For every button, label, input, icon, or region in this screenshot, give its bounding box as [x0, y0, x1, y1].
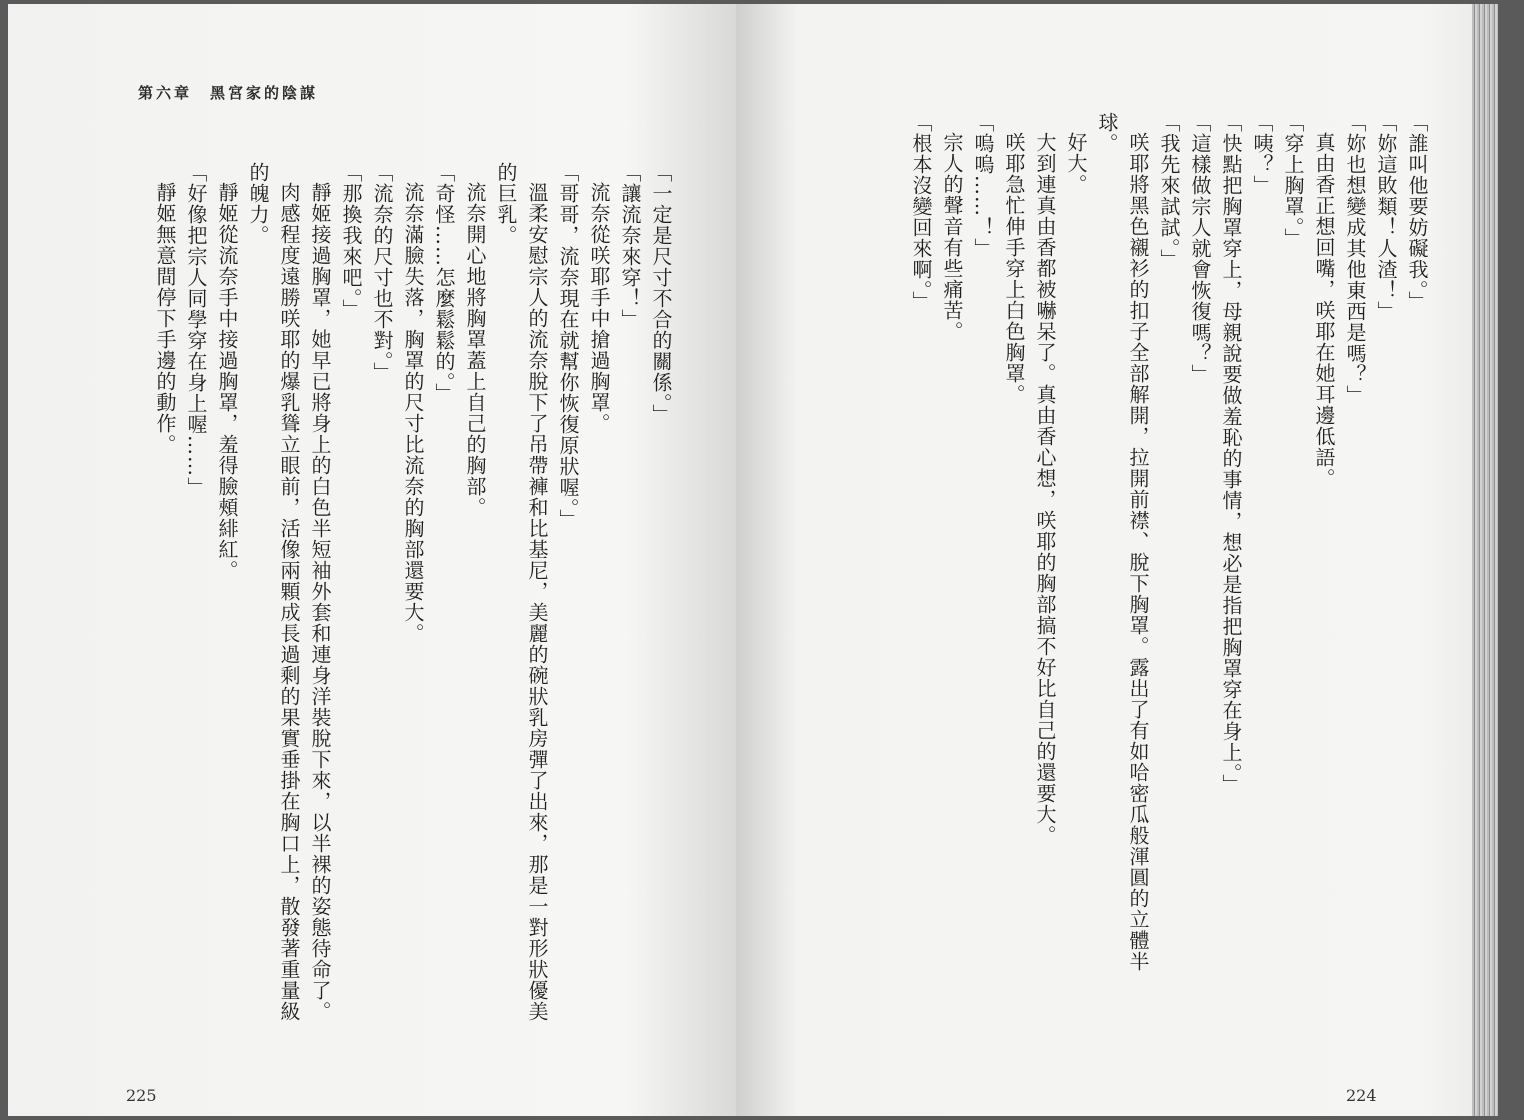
text-line: 的魄力。 [246, 162, 270, 246]
text-line: 「一定是尺寸不合的關係。」 [649, 162, 673, 425]
text-line: 的巨乳。 [494, 162, 518, 246]
text-line: 靜姬無意間停下手邊的動作。 [153, 182, 177, 455]
text-line: 「那換我來吧。」 [339, 162, 363, 320]
text-line: 咲耶將黑色襯衫的扣子全部解開，拉開前襟、脫下胸罩。露出了有如哈密瓜般渾圓的立體半 [1126, 132, 1150, 972]
text-line: 流奈滿臉失落，胸罩的尺寸比流奈的胸部還要大。 [401, 182, 425, 644]
book-spread [8, 4, 1498, 1116]
left-page [8, 4, 736, 1116]
right-page [736, 4, 1498, 1116]
text-line: 宗人的聲音有些痛苦。 [940, 132, 964, 342]
running-head: 第六章 黑宮家的陰謀 [138, 84, 319, 102]
text-line: 「根本沒變回來啊。」 [909, 112, 933, 312]
text-line: 流奈從咲耶手中搶過胸罩。 [587, 182, 611, 434]
text-line: 「好像把宗人同學穿在身上喔……」 [184, 162, 208, 498]
text-line: 咲耶急忙伸手穿上白色胸罩。 [1002, 132, 1026, 405]
text-line: 大到連真由香都被嚇呆了。真由香心想，咲耶的胸部搞不好比自己的還要大。 [1033, 132, 1057, 846]
text-line: 靜姬從流奈手中接過胸罩，羞得臉頰緋紅。 [215, 182, 239, 581]
text-line: 靜姬接過胸罩，她早已將身上的白色半短袖外套和連身洋裝脫下來，以半裸的姿態待命了。 [308, 182, 332, 1022]
right-page-body [822, 112, 1432, 972]
text-line: 「讓流奈來穿！」 [618, 162, 642, 330]
text-line: 肉感程度遠勝咲耶的爆乳聳立眼前，活像兩顆成長過剩的果實垂掛在胸口上，散發著重量級 [277, 182, 301, 1022]
left-page-body [136, 162, 676, 1022]
text-line: 「妳也想變成其他東西是嗎？」 [1343, 112, 1367, 406]
page-edges [1472, 4, 1498, 1116]
text-line: 「快點把胸罩穿上，母親說要做羞恥的事情，想必是指把胸罩穿在身上。」 [1219, 112, 1243, 795]
text-line: 「穿上胸罩。」 [1281, 112, 1305, 249]
text-line: 「嗚嗚……！」 [971, 112, 995, 259]
text-line: 真由香正想回嘴，咲耶在她耳邊低語。 [1312, 132, 1336, 489]
text-line: 球。 [1095, 112, 1119, 154]
text-line: 「這樣做宗人就會恢復嗎？」 [1188, 112, 1212, 385]
text-line: 溫柔安慰宗人的流奈脫下了吊帶褲和比基尼，美麗的碗狀乳房彈了出來，那是一對形狀優美 [525, 182, 549, 1022]
text-line: 「奇怪……怎麼鬆鬆的。」 [432, 162, 456, 404]
text-line: 「哥哥，流奈現在就幫你恢復原狀喔。」 [556, 162, 580, 530]
text-line: 「誰叫他要妨礙我。」 [1405, 112, 1429, 312]
text-line: 「咦？」 [1250, 112, 1274, 196]
text-line: 好大。 [1064, 132, 1088, 195]
text-line: 「妳這敗類！人渣！」 [1374, 112, 1398, 322]
text-line: 流奈開心地將胸罩蓋上自己的胸部。 [463, 182, 487, 518]
text-line: 「我先來試試。」 [1157, 112, 1181, 270]
text-line: 「流奈的尺寸也不對。」 [370, 162, 394, 383]
page-number: 224 [1346, 1086, 1377, 1105]
page-number: 225 [126, 1086, 157, 1105]
